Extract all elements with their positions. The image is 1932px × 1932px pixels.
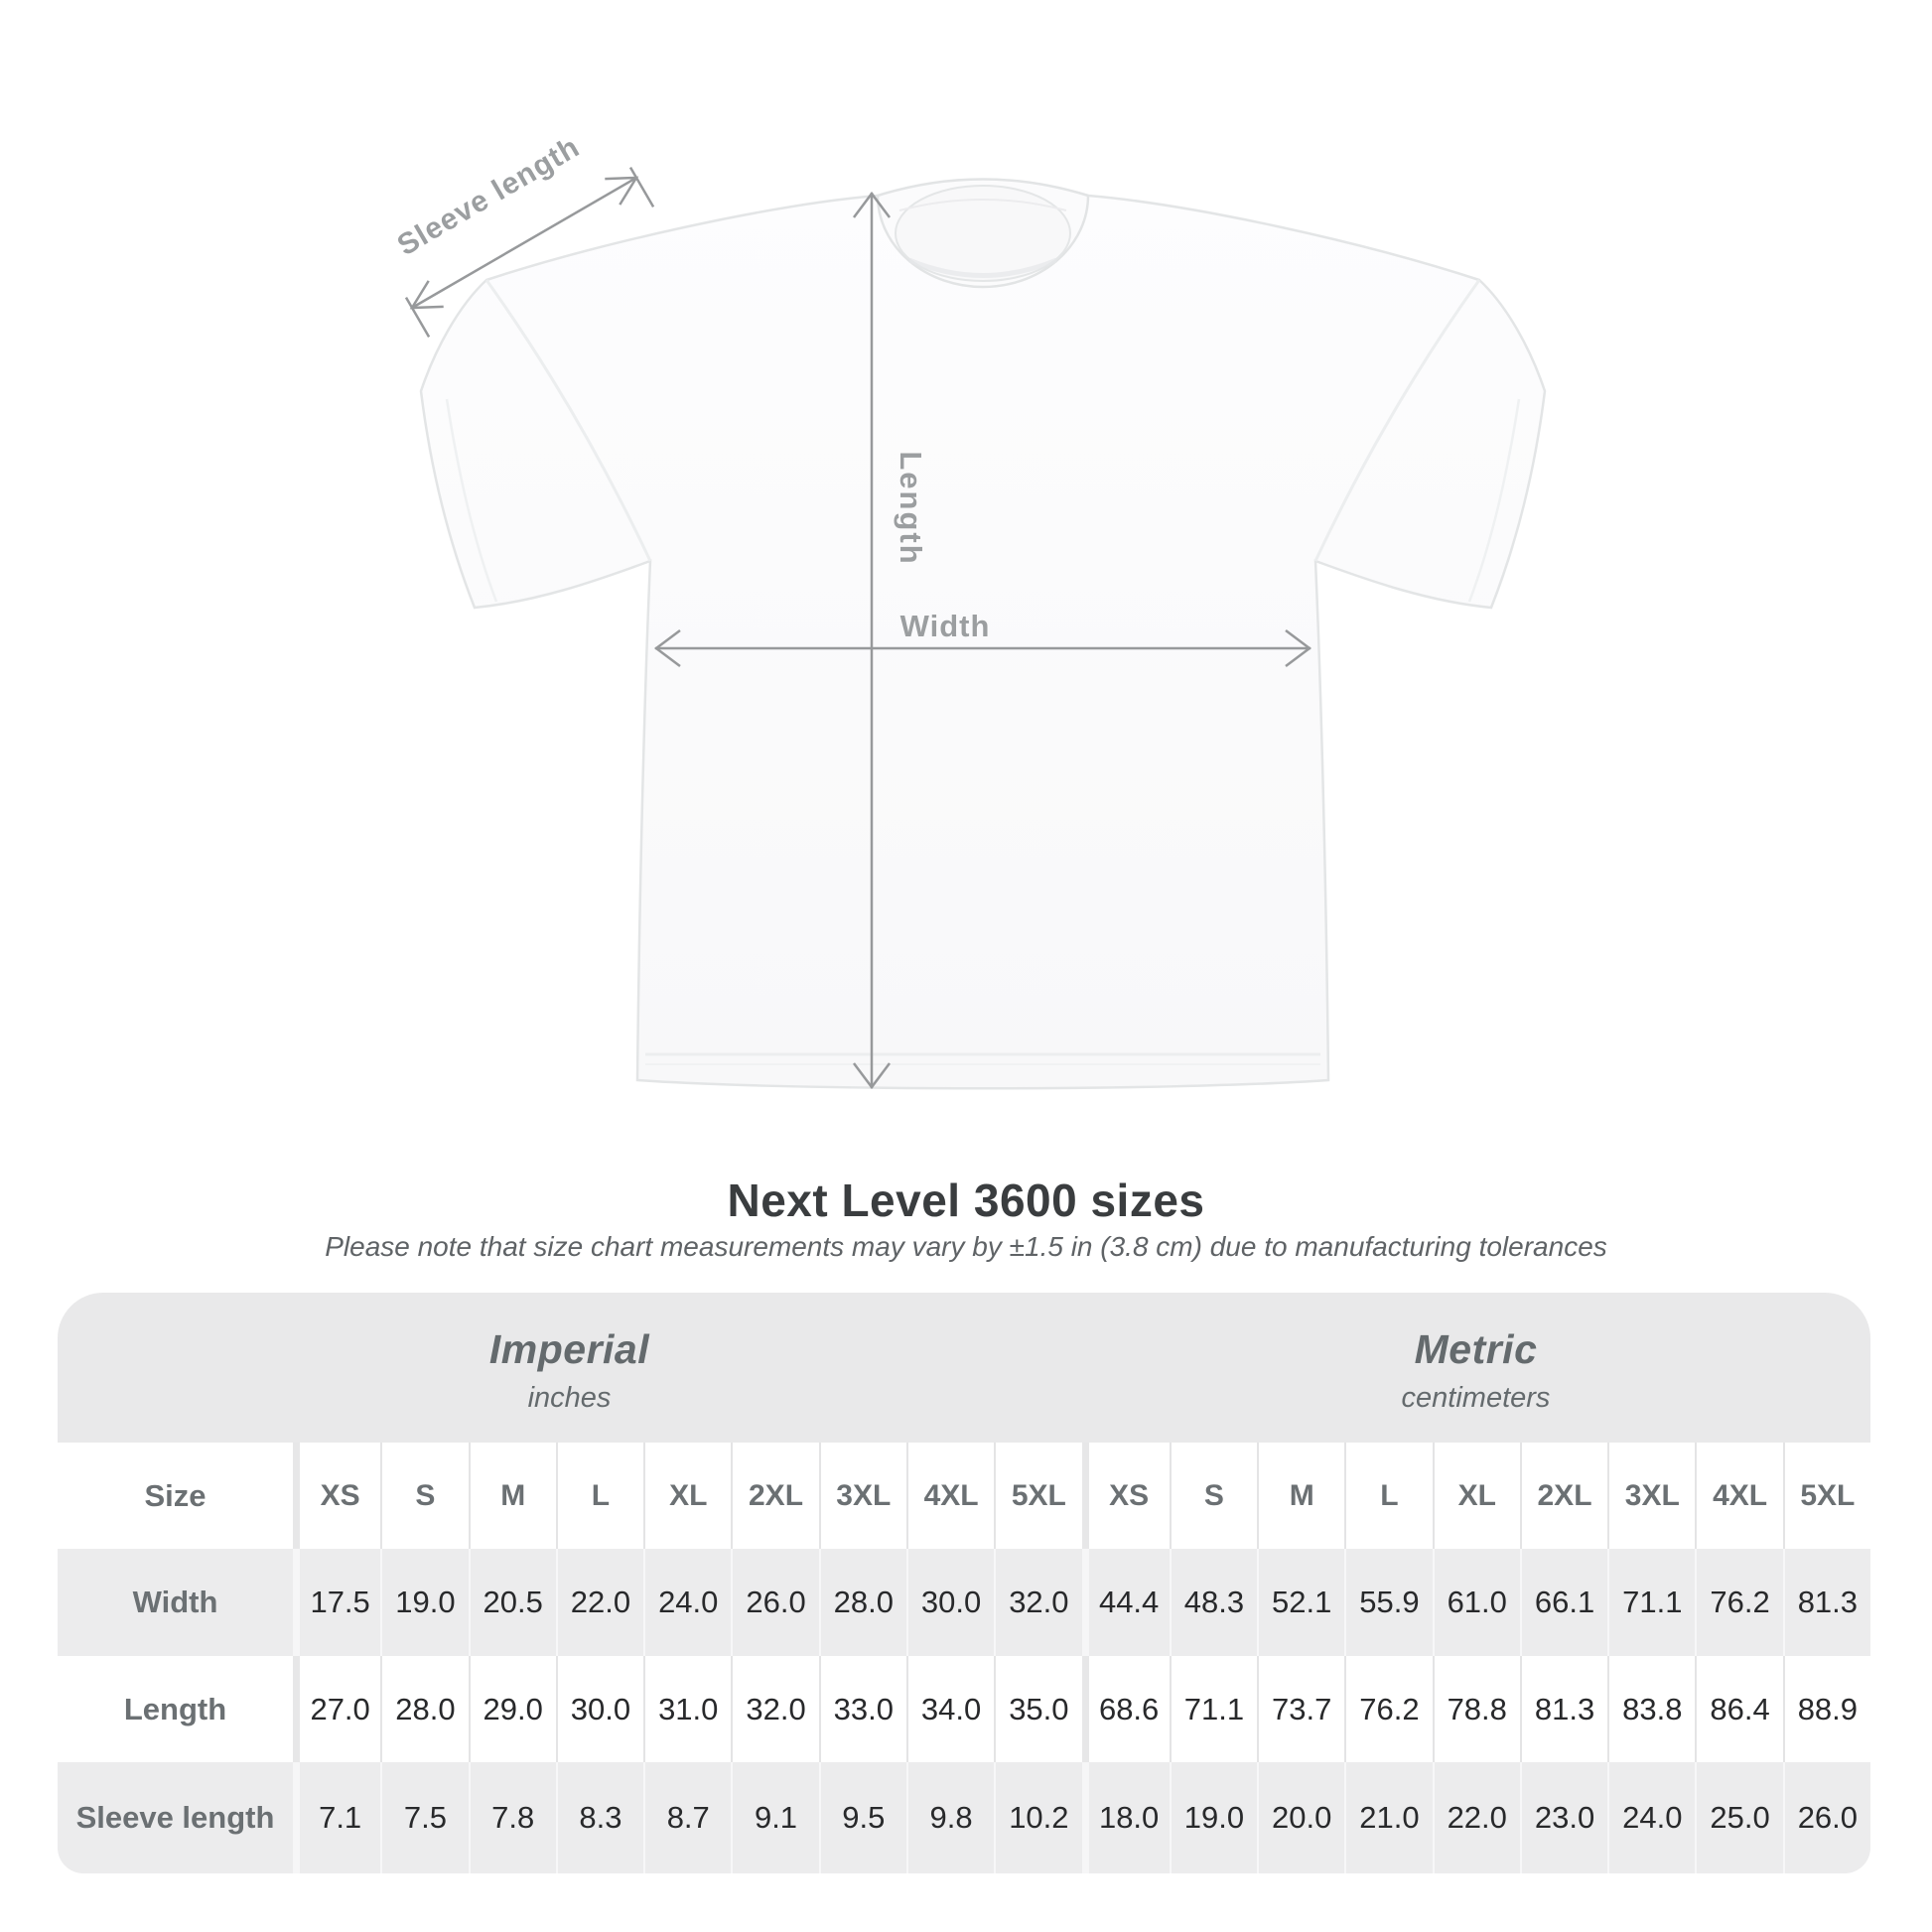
value-cell-metric: 71.1: [1607, 1549, 1695, 1656]
size-col-header-metric-3xl: 3XL: [1607, 1443, 1695, 1549]
value-cell-metric: 76.2: [1344, 1656, 1432, 1762]
value-cell-imperial: 34.0: [906, 1656, 994, 1762]
row-label: Width: [132, 1585, 218, 1619]
value-cell-imperial: 32.0: [731, 1656, 818, 1762]
value-cell-imperial: 31.0: [643, 1656, 731, 1762]
table-row-length: [58, 1656, 1870, 1762]
value-cell-metric: 81.3: [1520, 1656, 1607, 1762]
value-cell-metric: 61.0: [1433, 1549, 1520, 1656]
page-subtitle: Please note that size chart measurements may vary by ±1.5 in (3.8 cm) due to manufacturing tolerances: [325, 1231, 1607, 1262]
sleeve-length-label: Sleeve length: [391, 130, 586, 263]
value-cell-imperial: 17.5: [293, 1549, 380, 1656]
size-col-header-metric-4xl: 4XL: [1695, 1443, 1782, 1549]
value-cell-metric: 23.0: [1520, 1762, 1607, 1873]
size-table-grid: [58, 1443, 1870, 1873]
value-cell-metric: 25.0: [1695, 1762, 1782, 1873]
size-col-header-imperial-5xl: 5XL: [994, 1443, 1081, 1549]
size-col-header-metric-m: M: [1257, 1443, 1344, 1549]
size-col-header-metric-5xl: 5XL: [1783, 1443, 1870, 1549]
size-header-row: [58, 1443, 1870, 1549]
row-label: Length: [123, 1691, 227, 1726]
value-cell-imperial: 27.0: [293, 1656, 380, 1762]
table-row-width: [58, 1549, 1870, 1656]
value-cell-imperial: 32.0: [994, 1549, 1081, 1656]
value-cell-metric: 86.4: [1695, 1656, 1782, 1762]
value-cell-imperial: 10.2: [994, 1762, 1081, 1873]
value-cell-imperial: 24.0: [643, 1549, 731, 1656]
value-cell-metric: 68.6: [1082, 1656, 1170, 1762]
value-cell-imperial: 26.0: [731, 1549, 818, 1656]
length-label: Length: [894, 451, 928, 566]
value-cell-metric: 21.0: [1344, 1762, 1432, 1873]
value-cell-metric: 19.0: [1170, 1762, 1257, 1873]
size-col-header-metric-s: S: [1170, 1443, 1257, 1549]
size-col-header-imperial-2xl: 2XL: [731, 1443, 818, 1549]
value-cell-metric: 52.1: [1257, 1549, 1344, 1656]
value-cell-metric: 22.0: [1433, 1762, 1520, 1873]
size-col-header-imperial-4xl: 4XL: [906, 1443, 994, 1549]
value-cell-imperial: 28.0: [380, 1656, 468, 1762]
size-col-header-imperial-m: M: [469, 1443, 556, 1549]
size-table: [58, 1293, 1870, 1873]
value-cell-imperial: 35.0: [994, 1656, 1081, 1762]
size-header-label: Size: [144, 1477, 207, 1513]
value-cell-metric: 24.0: [1607, 1762, 1695, 1873]
value-cell-metric: 48.3: [1170, 1549, 1257, 1656]
value-cell-metric: 20.0: [1257, 1762, 1344, 1873]
value-cell-metric: 76.2: [1695, 1549, 1782, 1656]
table-row-sleeve-length: [58, 1762, 1870, 1873]
size-col-header-imperial-l: L: [556, 1443, 643, 1549]
metric-unit: centimeters: [1401, 1382, 1551, 1414]
units-header-band: [58, 1293, 1870, 1443]
size-col-header-metric-l: L: [1344, 1443, 1432, 1549]
value-cell-imperial: 8.7: [643, 1762, 731, 1873]
value-cell-imperial: 7.5: [380, 1762, 468, 1873]
width-label: Width: [899, 609, 991, 643]
value-cell-metric: 73.7: [1257, 1656, 1344, 1762]
value-cell-imperial: 28.0: [819, 1549, 906, 1656]
value-cell-imperial: 20.5: [469, 1549, 556, 1656]
value-cell-imperial: 19.0: [380, 1549, 468, 1656]
value-cell-imperial: 30.0: [906, 1549, 994, 1656]
value-cell-imperial: 33.0: [819, 1656, 906, 1762]
metric-section-header: [1081, 1293, 1870, 1443]
value-cell-imperial: 30.0: [556, 1656, 643, 1762]
value-cell-imperial: 9.8: [906, 1762, 994, 1873]
row-label: Sleeve length: [75, 1800, 275, 1835]
value-cell-imperial: 29.0: [469, 1656, 556, 1762]
value-cell-imperial: 8.3: [556, 1762, 643, 1873]
value-cell-imperial: 22.0: [556, 1549, 643, 1656]
value-cell-metric: 18.0: [1082, 1762, 1170, 1873]
value-cell-metric: 88.9: [1783, 1656, 1870, 1762]
size-col-header-metric-xl: XL: [1433, 1443, 1520, 1549]
imperial-title: Imperial: [488, 1326, 650, 1372]
size-col-header-imperial-3xl: 3XL: [819, 1443, 906, 1549]
value-cell-metric: 83.8: [1607, 1656, 1695, 1762]
size-col-header-imperial-xl: XL: [643, 1443, 731, 1549]
metric-title: Metric: [1414, 1326, 1538, 1372]
value-cell-imperial: 9.5: [819, 1762, 906, 1873]
value-cell-imperial: 9.1: [731, 1762, 818, 1873]
value-cell-imperial: 7.8: [469, 1762, 556, 1873]
page-title: Next Level 3600 sizes: [727, 1174, 1205, 1226]
value-cell-metric: 26.0: [1783, 1762, 1870, 1873]
value-cell-metric: 66.1: [1520, 1549, 1607, 1656]
value-cell-metric: 78.8: [1433, 1656, 1520, 1762]
value-cell-metric: 55.9: [1344, 1549, 1432, 1656]
value-cell-metric: 71.1: [1170, 1656, 1257, 1762]
value-cell-imperial: 7.1: [293, 1762, 380, 1873]
imperial-unit: inches: [527, 1382, 612, 1414]
size-col-header-metric-xs: XS: [1082, 1443, 1170, 1549]
value-cell-metric: 44.4: [1082, 1549, 1170, 1656]
size-col-header-imperial-xs: XS: [293, 1443, 380, 1549]
imperial-section-header: [58, 1293, 1081, 1443]
size-col-header-imperial-s: S: [380, 1443, 468, 1549]
size-col-header-metric-2xl: 2XL: [1520, 1443, 1607, 1549]
value-cell-metric: 81.3: [1783, 1549, 1870, 1656]
